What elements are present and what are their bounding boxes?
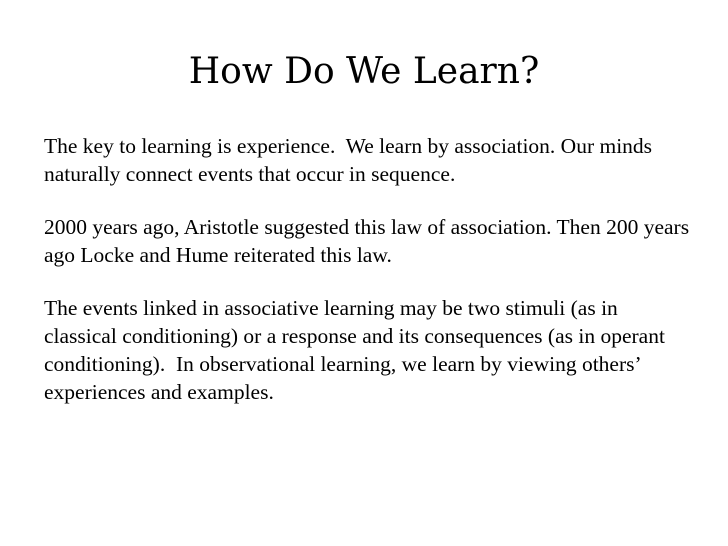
paragraph-experience: The key to learning is experience. We learn by association. Our minds naturally connect events that occur in sequence. [44,134,658,186]
paragraph-history: 2000 years ago, Aristotle suggested this law of association. Then 200 years ago Locke and Hume reiterated this law. [44,215,695,267]
paragraph-associative-learning: The events linked in associative learning may be two stimuli (as in classical conditioning) or a response and its consequences (as in operant conditioning). In observational learning, we learn by viewing others’ experiences and examples. [44,296,671,404]
slide-title: How Do We Learn? [188,51,540,92]
slide-body [44,132,694,431]
